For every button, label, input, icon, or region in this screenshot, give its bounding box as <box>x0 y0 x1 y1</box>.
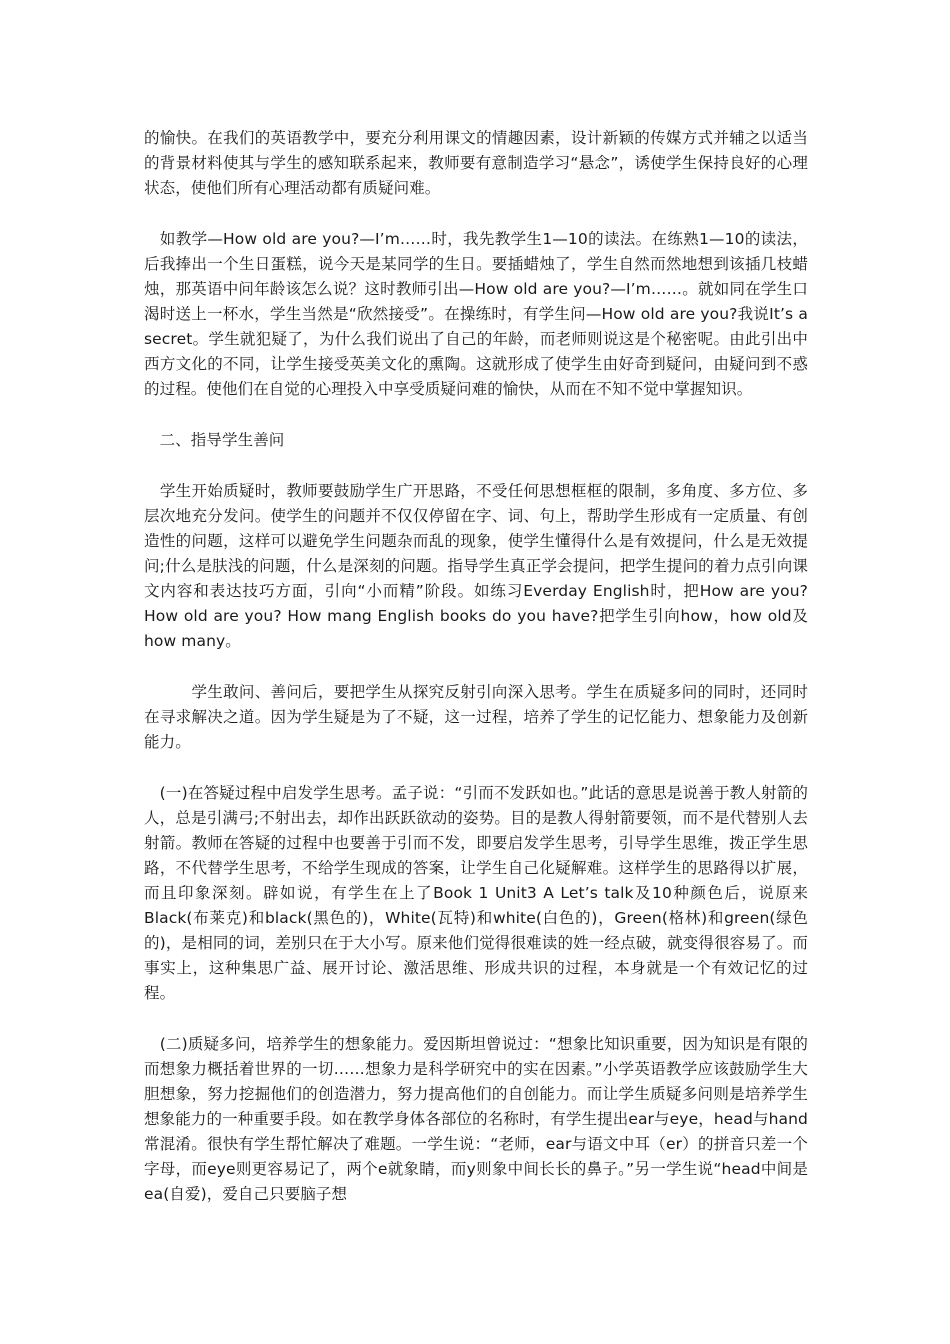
paragraph-answering-inspiration: (一)在答疑过程中启发学生思考。孟子说：“引而不发跃如也。”此话的意思是说善于教人射箭的人，总是引满弓;不射出去，却作出跃跃欲动的姿势。目的是教人得射箭要领，而不是代替别人去射箭。教师在答疑的过程中也要善于引而不发，即要启发学生思考，引导学生思维，拨正学生思路，不代替学生思考，不给学生现成的答案，让学生自己化疑解难。这样学生的思路得以扩展，而且印象深刻。辟如说，有学生在上了Book 1 Unit3 A Let’s talk及10种颜色后，说原来Black(布莱克)和black(黑色的)，White(瓦特)和white(白色的)，Green(格林)和green(绿色的)，是相同的词，差别只在于大小写。原来他们觉得很难读的姓一经点破，就变得很容易了。而事实上，这种集思广益、展开讨论、激活思维、形成共识的过程，本身就是一个有效记忆的过程。 <box>144 784 808 1002</box>
paragraph-how-old-example: 如教学—How old are you?—I’m……时，我先教学生1—10的读法。在练熟1—10的读法，后我捧出一个生日蛋糕，说今天是某同学的生日。要插蜡烛了，学生自然而然地想到该插几枝蜡烛，那英语中问年龄该怎么说？这时教师引出—How old are you?—I’m……。就如同在学生口渴时送上一杯水，学生当然是“欣然接受”。在操练时，有学生问—How old are you?我说It’s a secret。学生就犯疑了，为什么我们说出了自己的年龄，而老师则说这是个秘密呢。由此引出中西方文化的不同，让学生接受英美文化的熏陶。这就形成了使学生由好奇到疑问，由疑问到不惑的过程。使他们在自觉的心理投入中享受质疑问难的愉快，从而在不知不觉中掌握知识。 <box>144 230 808 398</box>
document-body <box>144 126 808 1207</box>
section-heading-guide-questioning: 二、指导学生善问 <box>144 431 285 449</box>
paragraph-intro-continuation: 的愉快。在我们的英语教学中，要充分利用课文的情趣因素，设计新颖的传媒方式并辅之以适当的背景材料使其与学生的感知联系起来，教师要有意制造学习“悬念”，诱使学生保持良好的心理状态，使他们所有心理活动都有质疑问难。 <box>144 129 808 197</box>
paragraph-imagination-ability: (二)质疑多问，培养学生的想象能力。爱因斯坦曾说过：“想象比知识重要，因为知识是有限的而想象力概括着世界的一切……想象力是科学研究中的实在因素。”小学英语教学应该鼓励学生大胆想象，努力挖掘他们的创造潜力，努力提高他们的自创能力。而让学生质疑多问则是培养学生想象能力的一种重要手段。如在教学身体各部位的名称时，有学生提出ear与eye，head与hand常混淆。很快有学生帮忙解决了难题。一学生说：“老师，ear与语文中耳（er）的拼音只差一个字母，而eye则更容易记了，两个e就象睛，而y则象中间长长的鼻子。”另一学生说“head中间是ea(自爱)，爱自己只要脑子想 <box>144 1035 808 1203</box>
paragraph-encourage-questioning: 学生开始质疑时，教师要鼓励学生广开思路，不受任何思想框框的限制，多角度、多方位、多层次地充分发问。使学生的问题并不仅仅停留在字、词、句上，帮助学生形成有一定质量、有创造性的问题，这样可以避免学生问题杂而乱的现象，使学生懂得什么是有效提问，什么是无效提问;什么是肤浅的问题，什么是深刻的问题。指导学生真正学会提问，把学生提问的着力点引向课文内容和表达技巧方面，引向“小而精”阶段。如练习Everday English时，把How are you? How old are you? How mang English books do you have?把学生引向how，how old及how many。 <box>144 482 808 650</box>
paragraph-deep-thinking: 学生敢问、善问后，要把学生从探究反射引向深入思考。学生在质疑多问的同时，还同时在寻求解决之道。因为学生疑是为了不疑，这一过程，培养了学生的记忆能力、想象能力及创新能力。 <box>144 683 808 751</box>
